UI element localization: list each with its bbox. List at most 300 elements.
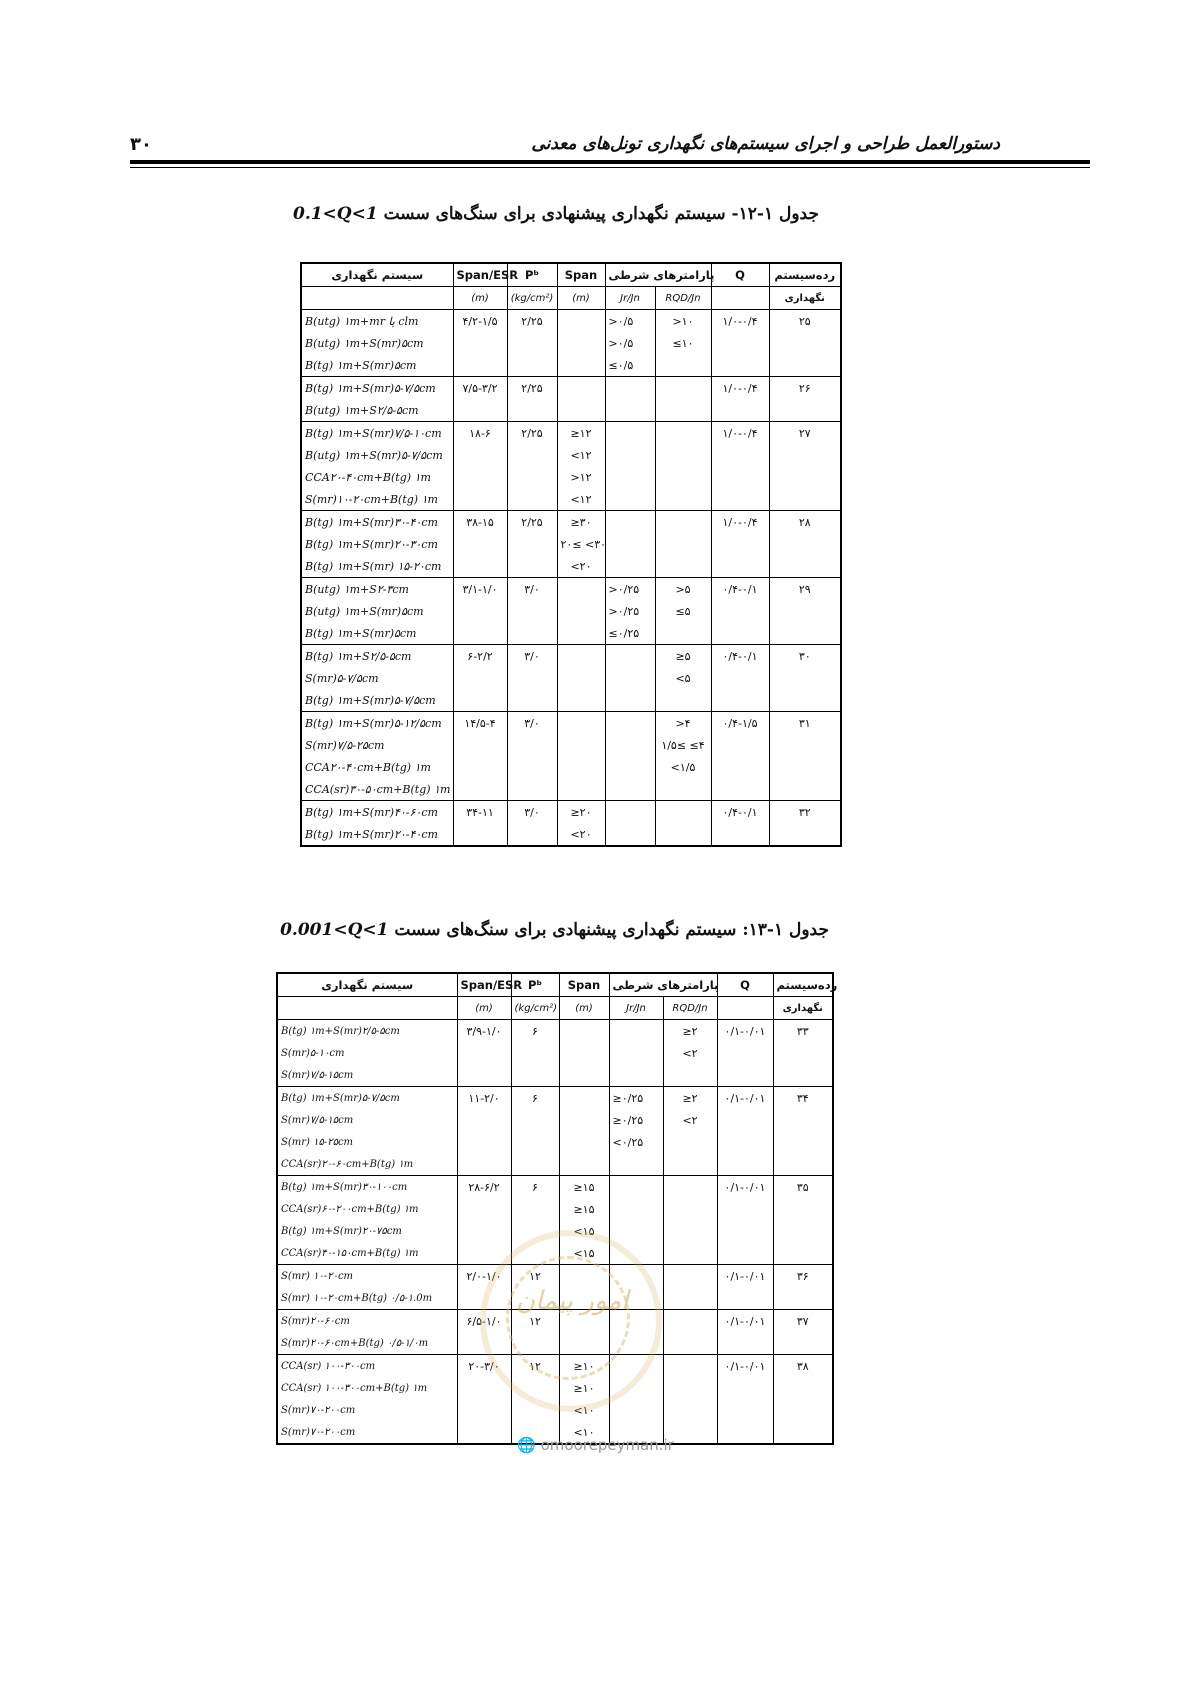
- pb-cell: ۶: [511, 1087, 559, 1110]
- table-row: [301, 645, 841, 668]
- q-cell: ۱/۰-۰/۴: [711, 310, 769, 333]
- table1-col-class: رده‌سیستم: [769, 263, 841, 287]
- system-cell: S(mr)۵-۷/۵cm: [301, 667, 453, 689]
- system-cell: S(mr) ۱۵-۲۵cm: [277, 1131, 457, 1153]
- system-cell: S(mr)۷/۵-۱۵cm: [277, 1064, 457, 1087]
- q-cell: [711, 600, 769, 622]
- span-cell: [557, 778, 605, 801]
- span-esr-cell: ۲۰-۳/۰: [457, 1355, 511, 1378]
- q-cell: ۰/۱-۰/۰۱: [717, 1310, 773, 1333]
- table-row: [301, 622, 841, 645]
- pb-cell: ۱۲: [511, 1355, 559, 1378]
- system-cell: CCA(sr)۴۰-۱۵۰cm+B(tg) ۱m: [277, 1242, 457, 1265]
- rqdjn-cell: <۲: [663, 1109, 717, 1131]
- span-esr-cell: [453, 332, 507, 354]
- q-cell: [711, 689, 769, 712]
- system-cell: B(utg) ۱m+S(mr)۵cm: [301, 332, 453, 354]
- system-cell: B(tg) ۱m+S(mr)۴۰-۶۰cm: [301, 801, 453, 824]
- watermark-gear-ring: [506, 1256, 630, 1380]
- span-esr-cell: [457, 1064, 511, 1087]
- span-esr-cell: [453, 622, 507, 645]
- table2-unit-span: (m): [559, 997, 609, 1020]
- pb-cell: ۲/۲۵: [507, 511, 557, 534]
- system-cell: S(mr) ۱۰-۲۰cm: [277, 1265, 457, 1288]
- class-cell: [773, 1242, 833, 1265]
- system-cell: B(tg) ۱m+S(mr) ۱۵-۲۰cm: [301, 555, 453, 578]
- table-row: [301, 511, 841, 534]
- table-row: [301, 600, 841, 622]
- table2-caption-text: جدول ۱-۱۳: سیستم نگهداری پیشنهادی برای سنگ‌های سست: [394, 920, 829, 940]
- pb-cell: [507, 734, 557, 756]
- class-cell: [769, 332, 841, 354]
- q-cell: [717, 1131, 773, 1153]
- system-cell: B(tg) ۱m+S۲/۵-۵cm: [301, 645, 453, 668]
- q-cell: [717, 1242, 773, 1265]
- class-cell: [769, 667, 841, 689]
- table1-caption: [293, 204, 819, 224]
- rqdjn-cell: [655, 533, 711, 555]
- jrjn-cell: <۰/۲۵: [609, 1131, 663, 1153]
- q-cell: ۰/۴-۰/۱: [711, 578, 769, 601]
- q-cell: [717, 1377, 773, 1399]
- pb-cell: [507, 555, 557, 578]
- system-cell: CCA(sr) ۱۰۰-۳۰۰cm: [277, 1355, 457, 1378]
- span-cell: [559, 1064, 609, 1087]
- header-rule-thin: [130, 167, 1090, 168]
- running-title: دستورالعمل طراحی و اجرای سیستم‌های نگهداری تونل‌های معدنی: [531, 134, 1000, 154]
- rqdjn-cell: [655, 377, 711, 400]
- jrjn-cell: [605, 466, 655, 488]
- watermark-logo: [480, 1230, 662, 1412]
- rqdjn-cell: >۵: [655, 578, 711, 601]
- rqdjn-cell: [655, 354, 711, 377]
- pb-cell: [507, 823, 557, 846]
- table2-col-span: Span: [559, 973, 609, 997]
- jrjn-cell: [609, 1220, 663, 1242]
- span-esr-cell: [453, 354, 507, 377]
- span-esr-cell: [453, 756, 507, 778]
- span-cell: [559, 1087, 609, 1110]
- span-esr-cell: [453, 488, 507, 511]
- page-number: ۳۰: [130, 134, 152, 155]
- pb-cell: [507, 667, 557, 689]
- table2-col-pb: Pᵇ: [511, 973, 559, 997]
- table2-caption: [280, 920, 829, 940]
- class-cell: [769, 555, 841, 578]
- rqdjn-cell: [655, 511, 711, 534]
- system-cell: B(tg) ۱m+S(mr)۵-۷/۵cm: [301, 377, 453, 400]
- span-esr-cell: [457, 1399, 511, 1421]
- table1-header-units: [301, 287, 841, 310]
- system-cell: B(tg) ۱m+S(mr)۳۰-۴۰cm: [301, 511, 453, 534]
- watermark-logo-text: امور پیمان: [516, 1286, 629, 1316]
- span-cell: [559, 1042, 609, 1064]
- jrjn-cell: [609, 1064, 663, 1087]
- span-cell: [557, 332, 605, 354]
- table1-unit-pb: (kg/cm²): [507, 287, 557, 310]
- span-esr-cell: ۱۴/۵-۴: [453, 712, 507, 735]
- jrjn-cell: ≥۰/۲۵: [609, 1109, 663, 1131]
- table1-unit-span-esr: (m): [453, 287, 507, 310]
- pb-cell: [507, 354, 557, 377]
- rqdjn-cell: ≤۵: [655, 600, 711, 622]
- header-rule: [130, 160, 1090, 164]
- span-esr-cell: ۳۴-۱۱: [453, 801, 507, 824]
- jrjn-cell: ≥۰/۲۵: [609, 1087, 663, 1110]
- pb-cell: [507, 622, 557, 645]
- system-cell: CCA۲۰-۴۰cm+B(tg) ۱m: [301, 466, 453, 488]
- span-cell: ≥۳۰: [557, 511, 605, 534]
- span-cell: <۱۲: [557, 444, 605, 466]
- system-cell: B(tg) ۱m+S(mr)۵-۷/۵cm: [301, 689, 453, 712]
- rqdjn-cell: [655, 555, 711, 578]
- rqdjn-cell: ≥۲: [663, 1087, 717, 1110]
- system-cell: S(mr)۲۰-۶۰cm: [277, 1310, 457, 1333]
- globe-icon: 🌐: [517, 1436, 536, 1454]
- span-cell: [559, 1153, 609, 1176]
- class-cell: [769, 778, 841, 801]
- table2-col-jrjn: Jr/Jn: [609, 997, 663, 1020]
- pb-cell: [507, 399, 557, 422]
- table2-col-conditions: پارامترهای شرطی: [609, 973, 717, 997]
- jrjn-cell: [605, 422, 655, 445]
- q-cell: [717, 1064, 773, 1087]
- pb-cell: [507, 332, 557, 354]
- jrjn-cell: [605, 667, 655, 689]
- class-cell: ۳۵: [773, 1176, 833, 1199]
- table-row: [301, 801, 841, 824]
- span-esr-cell: [453, 466, 507, 488]
- table1-unit-span: (m): [557, 287, 605, 310]
- table2-header-row: [277, 973, 833, 997]
- table2-caption-condition: 0.001<Q<1: [280, 920, 389, 940]
- jrjn-cell: [609, 1176, 663, 1199]
- watermark-site: [0, 1436, 1191, 1454]
- table-row: [301, 578, 841, 601]
- rqdjn-cell: [663, 1399, 717, 1421]
- rqdjn-cell: [655, 823, 711, 846]
- class-cell: [769, 533, 841, 555]
- table2-unit-span-esr: (m): [457, 997, 511, 1020]
- system-cell: B(tg) ۱m+S(mr)۵cm: [301, 354, 453, 377]
- rqdjn-cell: [655, 422, 711, 445]
- system-cell: B(tg) ۱m+S(mr)۲/۵-۵cm: [277, 1020, 457, 1043]
- system-cell: S(mr)۷/۵-۲۵cm: [301, 734, 453, 756]
- table-row: [301, 734, 841, 756]
- q-cell: ۰/۴-۰/۱: [711, 801, 769, 824]
- pb-cell: [511, 1153, 559, 1176]
- span-esr-cell: ۲/۰-۱/۰: [457, 1265, 511, 1288]
- rqdjn-cell: [655, 778, 711, 801]
- q-cell: [711, 466, 769, 488]
- table1-col-q: Q: [711, 263, 769, 287]
- span-esr-cell: ۷/۵-۳/۲: [453, 377, 507, 400]
- class-cell: ۳۷: [773, 1310, 833, 1333]
- span-esr-cell: ۳۸-۱۵: [453, 511, 507, 534]
- pb-cell: ۳/۰: [507, 645, 557, 668]
- span-esr-cell: [453, 734, 507, 756]
- jrjn-cell: [605, 756, 655, 778]
- span-cell: [557, 399, 605, 422]
- span-esr-cell: ۴/۲-۱/۵: [453, 310, 507, 333]
- span-cell: [557, 645, 605, 668]
- table2-col-class-2: نگهداری: [773, 997, 833, 1020]
- span-esr-cell: ۱۸-۶: [453, 422, 507, 445]
- rqdjn-cell: [663, 1287, 717, 1310]
- jrjn-cell: >۰/۵: [605, 332, 655, 354]
- class-cell: ۳۳: [773, 1020, 833, 1043]
- span-cell: [557, 734, 605, 756]
- class-cell: [773, 1064, 833, 1087]
- pb-cell: ۲/۲۵: [507, 377, 557, 400]
- class-cell: [773, 1332, 833, 1355]
- jrjn-cell: [609, 1020, 663, 1043]
- table-row: [277, 1042, 833, 1064]
- span-esr-cell: [453, 600, 507, 622]
- class-cell: ۳۰: [769, 645, 841, 668]
- class-cell: ۳۸: [773, 1355, 833, 1378]
- rqdjn-cell: [663, 1265, 717, 1288]
- table-row: [277, 1020, 833, 1043]
- jrjn-cell: >۰/۲۵: [605, 578, 655, 601]
- pb-cell: ۶: [511, 1020, 559, 1043]
- system-cell: CCA(sr)۶۰-۲۰۰cm+B(tg) ۱m: [277, 1198, 457, 1220]
- class-cell: ۲۵: [769, 310, 841, 333]
- table-row: [301, 823, 841, 846]
- span-esr-cell: [453, 444, 507, 466]
- span-cell: [557, 622, 605, 645]
- table-row: [301, 555, 841, 578]
- table2-col-q: Q: [717, 973, 773, 997]
- span-cell: >۱۲: [557, 466, 605, 488]
- table-row: [301, 444, 841, 466]
- class-cell: [773, 1198, 833, 1220]
- system-cell: CCA۲۰-۴۰cm+B(tg) ۱m: [301, 756, 453, 778]
- q-cell: [711, 823, 769, 846]
- rqdjn-cell: [655, 399, 711, 422]
- span-esr-cell: [457, 1042, 511, 1064]
- table1-header-row: [301, 263, 841, 287]
- class-cell: [769, 399, 841, 422]
- table-row: [301, 533, 841, 555]
- jrjn-cell: ≤۰/۵: [605, 354, 655, 377]
- table-row: [301, 422, 841, 445]
- pb-cell: [507, 444, 557, 466]
- q-cell: [711, 622, 769, 645]
- rqdjn-cell: ≥۲: [663, 1020, 717, 1043]
- table-row: [277, 1131, 833, 1153]
- system-cell: B(tg) ۱m+S(mr)۲۰-۳۰cm: [301, 533, 453, 555]
- system-cell: S(mr)۷۰-۲۰۰cm: [277, 1421, 457, 1444]
- pb-cell: ۳/۰: [507, 712, 557, 735]
- span-esr-cell: ۲۸-۶/۲: [457, 1176, 511, 1199]
- class-cell: ۲۷: [769, 422, 841, 445]
- span-cell: [557, 667, 605, 689]
- span-esr-cell: ۱۱-۲/۰: [457, 1087, 511, 1110]
- span-cell: <۲۰: [557, 823, 605, 846]
- table1-col-span-esr: Span/ESR: [453, 263, 507, 287]
- class-cell: [773, 1109, 833, 1131]
- jrjn-cell: [609, 1153, 663, 1176]
- table1-col-class-2: نگهداری: [769, 287, 841, 310]
- pb-cell: [511, 1064, 559, 1087]
- q-cell: [711, 734, 769, 756]
- rqdjn-cell: [663, 1220, 717, 1242]
- rqdjn-cell: [663, 1131, 717, 1153]
- table2-col-rqdjn: RQD/Jn: [663, 997, 717, 1020]
- table1-caption-text: جدول ۱-۱۲- سیستم نگهداری پیشنهادی برای سنگ‌های سست: [383, 204, 819, 224]
- pb-cell: [507, 778, 557, 801]
- table-row: [301, 377, 841, 400]
- pb-cell: [511, 1198, 559, 1220]
- table-row: [301, 399, 841, 422]
- jrjn-cell: >۰/۲۵: [605, 600, 655, 622]
- pb-cell: [511, 1109, 559, 1131]
- table-row: [301, 667, 841, 689]
- span-esr-cell: [457, 1109, 511, 1131]
- pb-cell: [507, 533, 557, 555]
- table2-col-class: رده‌سیستم: [773, 973, 833, 997]
- rqdjn-cell: <۲: [663, 1042, 717, 1064]
- span-cell: <۱۰: [559, 1421, 609, 1444]
- span-cell: <۲۰: [557, 555, 605, 578]
- table2-col-span-esr: Span/ESR: [457, 973, 511, 997]
- page-header: [130, 130, 1090, 170]
- class-cell: [773, 1377, 833, 1399]
- class-cell: [769, 689, 841, 712]
- span-cell: [557, 377, 605, 400]
- rqdjn-cell: [655, 801, 711, 824]
- pb-cell: [507, 600, 557, 622]
- table1-caption-condition: 0.1<Q<1: [292, 204, 378, 224]
- class-cell: [769, 756, 841, 778]
- class-cell: [769, 444, 841, 466]
- span-esr-cell: ۶/۵-۱/۰: [457, 1310, 511, 1333]
- pb-cell: [507, 689, 557, 712]
- system-cell: B(tg) ۱m+S(mr)۷/۵-۱۰cm: [301, 422, 453, 445]
- span-esr-cell: [457, 1220, 511, 1242]
- class-cell: ۳۲: [769, 801, 841, 824]
- span-cell: ≥۱۲: [557, 422, 605, 445]
- table2-col-system: سیستم نگهداری: [277, 973, 457, 997]
- table1-col-jrjn: Jr/Jn: [605, 287, 655, 310]
- q-cell: ۰/۱-۰/۰۱: [717, 1355, 773, 1378]
- pb-cell: [511, 1042, 559, 1064]
- table-row: [301, 488, 841, 511]
- jrjn-cell: [605, 689, 655, 712]
- span-cell: ≥۱۵: [559, 1198, 609, 1220]
- system-cell: S(mr)۷/۵-۱۵cm: [277, 1109, 457, 1131]
- rqdjn-cell: >۴: [655, 712, 711, 735]
- rqdjn-cell: [655, 466, 711, 488]
- table-row: [301, 778, 841, 801]
- jrjn-cell: [605, 645, 655, 668]
- rqdjn-cell: [663, 1310, 717, 1333]
- system-cell: CCA(sr)۳۰-۵۰cm+B(tg) ۱m: [301, 778, 453, 801]
- system-cell: B(utg) ۱m+S(mr)۵cm: [301, 600, 453, 622]
- q-cell: ۰/۱-۰/۰۱: [717, 1020, 773, 1043]
- q-cell: [717, 1399, 773, 1421]
- rqdjn-cell: [663, 1332, 717, 1355]
- table-row: [277, 1153, 833, 1176]
- class-cell: [769, 622, 841, 645]
- pb-cell: ۳/۰: [507, 578, 557, 601]
- jrjn-cell: [605, 801, 655, 824]
- span-esr-cell: [453, 823, 507, 846]
- support-table-1: [300, 262, 842, 847]
- span-cell: ≥۱۰: [559, 1377, 609, 1399]
- span-cell: ۲۰≤ <۳۰: [557, 533, 605, 555]
- rqdjn-cell: [655, 689, 711, 712]
- q-cell: [711, 488, 769, 511]
- table1-col-rqdjn: RQD/Jn: [655, 287, 711, 310]
- class-cell: ۳۱: [769, 712, 841, 735]
- jrjn-cell: [605, 823, 655, 846]
- table-row: [277, 1087, 833, 1110]
- system-cell: B(utg) ۱m+mr یا clm: [301, 310, 453, 333]
- watermark-site-text: omoorepeyman.ir: [540, 1436, 674, 1454]
- class-cell: [769, 488, 841, 511]
- q-cell: ۰/۱-۰/۰۱: [717, 1087, 773, 1110]
- class-cell: [769, 466, 841, 488]
- pb-cell: [507, 756, 557, 778]
- q-cell: [711, 555, 769, 578]
- jrjn-cell: [605, 734, 655, 756]
- q-cell: [717, 1287, 773, 1310]
- class-cell: [773, 1042, 833, 1064]
- jrjn-cell: [605, 712, 655, 735]
- rqdjn-cell: <۵: [655, 667, 711, 689]
- jrjn-cell: [605, 399, 655, 422]
- class-cell: [769, 823, 841, 846]
- q-cell: [711, 778, 769, 801]
- system-cell: B(tg) ۱m+S(mr)۵cm: [301, 622, 453, 645]
- span-cell: <۱۲: [557, 488, 605, 511]
- rqdjn-cell: [655, 622, 711, 645]
- span-cell: ≥۲۰: [557, 801, 605, 824]
- pb-cell: [511, 1131, 559, 1153]
- system-cell: B(tg) ۱m+S(mr)۳۰-۱۰۰cm: [277, 1176, 457, 1199]
- class-cell: ۳۶: [773, 1265, 833, 1288]
- span-cell: <۱۵: [559, 1220, 609, 1242]
- system-cell: B(utg) ۱m+S۲/۵-۵cm: [301, 399, 453, 422]
- system-cell: S(mr) ۱۰-۲۰cm+B(tg) ۰/۵-۱.0m: [277, 1287, 457, 1310]
- jrjn-cell: [605, 778, 655, 801]
- span-esr-cell: [453, 778, 507, 801]
- table-row: [301, 310, 841, 333]
- table2-header-units: [277, 997, 833, 1020]
- q-cell: [717, 1198, 773, 1220]
- rqdjn-cell: [655, 444, 711, 466]
- table1-col-span: Span: [557, 263, 605, 287]
- q-cell: [711, 667, 769, 689]
- table-row: [277, 1109, 833, 1131]
- rqdjn-cell: [663, 1064, 717, 1087]
- span-cell: [557, 689, 605, 712]
- system-cell: B(tg) ۱m+S(mr)۵-۷/۵cm: [277, 1087, 457, 1110]
- q-cell: ۱/۰-۰/۴: [711, 377, 769, 400]
- q-cell: [717, 1220, 773, 1242]
- jrjn-cell: [605, 444, 655, 466]
- system-cell: S(mr)۱۰-۲۰cm+B(tg) ۱m: [301, 488, 453, 511]
- rqdjn-cell: [663, 1355, 717, 1378]
- system-cell: CCA(sr) ۱۰۰-۳۰۰cm+B(tg) ۱m: [277, 1377, 457, 1399]
- span-cell: ≥۱۵: [559, 1176, 609, 1199]
- class-cell: [773, 1220, 833, 1242]
- span-esr-cell: [453, 399, 507, 422]
- span-esr-cell: [453, 533, 507, 555]
- span-esr-cell: [457, 1131, 511, 1153]
